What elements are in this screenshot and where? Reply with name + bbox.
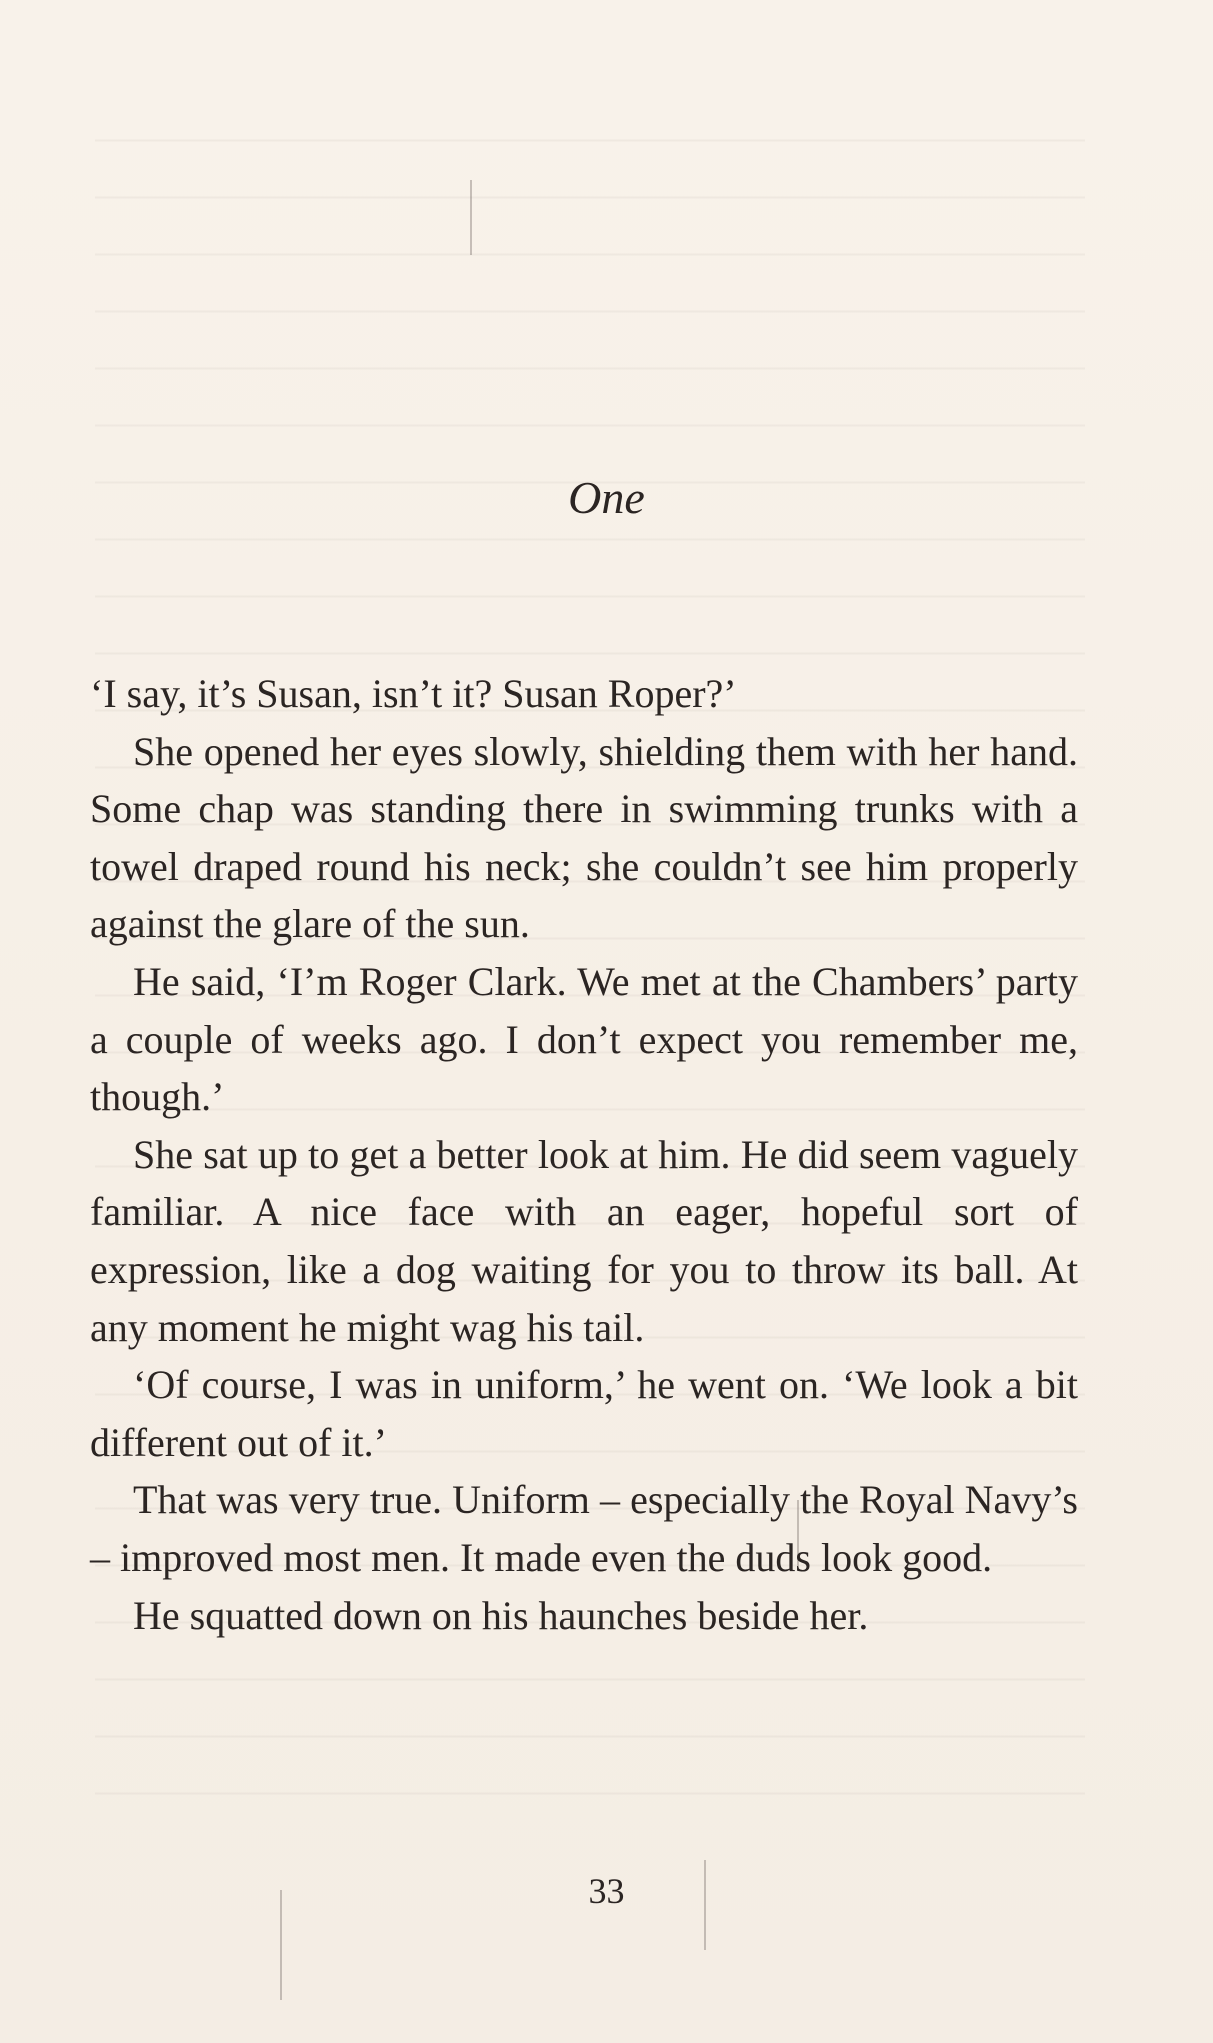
chapter-title: One	[568, 472, 645, 523]
chapter-body	[90, 665, 1078, 1644]
paragraph: He said, ‘I’m Roger Clark. We met at the Chambers’ party a couple of weeks ago. I don’t expect you remember me, though.’	[90, 958, 1078, 1120]
paragraph: ‘I say, it’s Susan, isn’t it? Susan Roper?’	[90, 671, 737, 716]
paragraph: That was very true. Uniform – especially the Royal Navy’s – improved most men. It made even the duds look good.	[90, 1477, 1078, 1580]
paragraph: He squatted down on his haunches beside her.	[133, 1592, 869, 1638]
page-number: 33	[588, 1871, 625, 1911]
paper-mark	[470, 180, 472, 255]
paragraph: She sat up to get a better look at him. He did seem vaguely familiar. A nice face with an eager, hopeful sort of expression, like a dog waiting for you to throw its ball. At any moment he might wag his tail.	[90, 1131, 1078, 1350]
paragraph: ‘Of course, I was in uniform,’ he went on. ‘We look a bit different out of it.’	[90, 1362, 1078, 1465]
paragraph: She opened her eyes slowly, shielding them with her hand. Some chap was standing there in swimming trunks with a towel draped round his neck; she couldn’t see him properly against the glare of the sun.	[90, 728, 1078, 947]
